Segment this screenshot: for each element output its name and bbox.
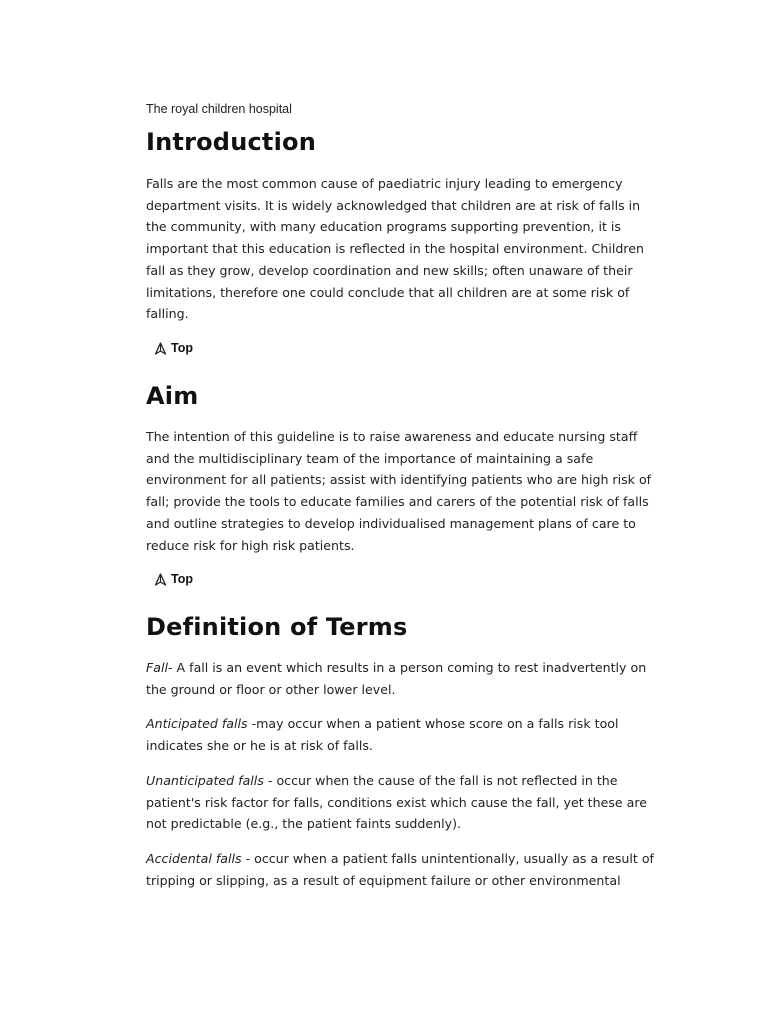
source-label: The royal children hospital: [146, 102, 292, 116]
definition-term: Anticipated falls: [146, 716, 248, 731]
definition-text: occur when a patient falls unintentionally, usually as a result of tripping or slipping, as a result of equipment failure or other environmental: [146, 851, 654, 888]
definition-fall: [146, 657, 661, 700]
definition-separator: -: [241, 851, 255, 866]
introduction-heading: Introduction: [146, 128, 316, 156]
definition-separator: -: [247, 716, 257, 731]
definition-unanticipated-falls: [146, 770, 661, 835]
top-link-label: Top: [171, 572, 193, 586]
arrow-up-icon: [154, 573, 167, 586]
aim-heading: Aim: [146, 382, 199, 410]
top-link-aim[interactable]: [154, 572, 193, 586]
definitions-heading: Definition of Terms: [146, 613, 408, 641]
definition-term: Accidental falls: [146, 851, 242, 866]
definition-term: Fall: [146, 660, 168, 675]
definition-term: Unanticipated falls: [146, 773, 264, 788]
arrow-up-icon: [154, 342, 167, 355]
definition-anticipated-falls: [146, 713, 661, 756]
top-link-introduction[interactable]: [154, 341, 193, 355]
definition-separator: -: [167, 660, 177, 675]
definition-accidental-falls: [146, 848, 661, 891]
top-link-label: Top: [171, 341, 193, 355]
definition-separator: -: [263, 773, 277, 788]
introduction-body: Falls are the most common cause of paediatric injury leading to emergency department visits. It is widely acknowledged that children are at risk of falls in the community, with many education programs supporting prevention, it is important that this education is reflected in the hospital environment. Children fall as they grow, develop coordination and new skills; often unaware of their limitations, therefore one could conclude that all children are at some risk of falling.: [146, 176, 644, 322]
definition-text: may occur when a patient whose score on a falls risk tool indicates she or he is at risk of falls.: [146, 716, 619, 753]
definition-text: occur when the cause of the fall is not reflected in the patient's risk factor for falls, conditions exist which cause the fall, yet these are not predictable (e.g., the patient faints suddenly).: [146, 773, 648, 832]
definition-text: A fall is an event which results in a person coming to rest inadvertently on the ground or floor or other lower level.: [146, 660, 647, 697]
aim-body: The intention of this guideline is to raise awareness and educate nursing staff and the multidisciplinary team of the importance of maintaining a safe environment for all patients; assist with identifying patients who are high risk of fall; provide the tools to educate families and carers of the potential risk of falls and outline strategies to develop individualised management plans of care to reduce risk for high risk patients.: [146, 429, 652, 553]
